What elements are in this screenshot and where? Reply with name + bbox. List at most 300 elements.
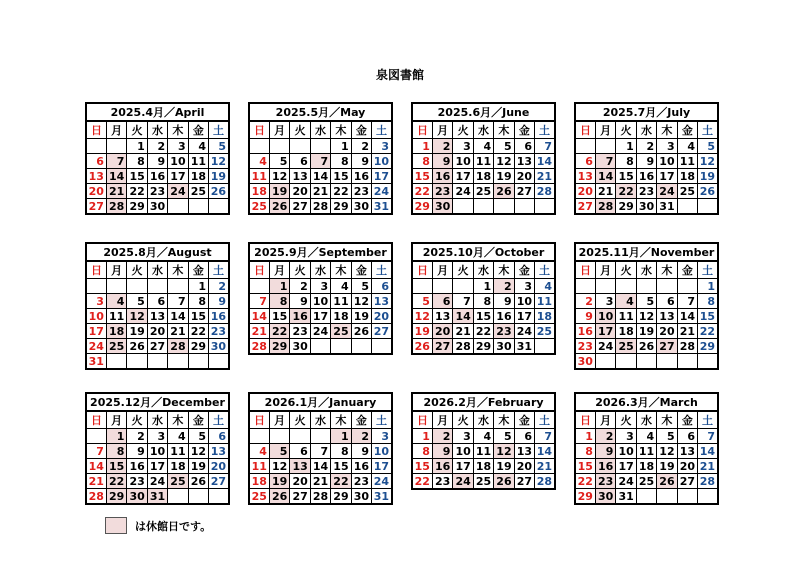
day-cell: 17 [657,169,677,184]
day-cell: 21 [698,459,718,474]
day-cell: 25 [168,474,188,489]
weekday-header: 月 [106,261,126,279]
day-cell: 19 [657,459,677,474]
weekday-header: 火 [616,411,636,429]
day-cell: 22 [331,474,351,489]
month-title: 2025.6月／June [412,103,555,121]
day-cell: 14 [310,459,330,474]
day-cell: 24 [86,339,106,354]
day-cell: 15 [188,309,208,324]
weekday-header: 月 [106,411,126,429]
empty-cell [188,354,208,370]
day-cell: 24 [310,324,330,339]
day-cell: 3 [372,139,392,154]
day-cell: 9 [147,154,167,169]
month-table [85,392,230,505]
day-cell: 23 [351,184,371,199]
day-cell: 17 [86,324,106,339]
day-cell: 26 [269,489,289,505]
day-cell: 19 [351,309,371,324]
day-cell: 9 [127,444,147,459]
weekday-header: 木 [657,411,677,429]
day-cell: 16 [351,459,371,474]
day-cell: 27 [290,489,310,505]
day-cell: 11 [616,309,636,324]
weekday-header: 木 [331,411,351,429]
day-cell: 2 [209,279,229,294]
weekday-header: 月 [269,261,289,279]
day-cell: 1 [188,279,208,294]
day-cell: 8 [106,444,126,459]
day-cell: 1 [127,139,147,154]
day-cell: 1 [331,429,351,444]
day-cell: 15 [412,169,432,184]
day-cell: 28 [535,184,555,199]
weekday-header: 土 [698,261,718,279]
closed-day-swatch [105,517,127,534]
day-cell: 13 [290,459,310,474]
weekday-header: 月 [432,121,452,139]
day-cell: 26 [494,474,514,490]
month-table [85,242,230,370]
day-cell: 5 [494,139,514,154]
weekday-header: 土 [535,261,555,279]
day-cell: 17 [595,324,615,339]
day-cell: 21 [453,324,473,339]
day-cell: 7 [535,139,555,154]
weekday-header: 土 [372,261,392,279]
day-cell: 7 [168,294,188,309]
day-cell: 20 [514,169,534,184]
day-cell: 2 [636,139,656,154]
empty-cell [209,489,229,505]
day-cell: 4 [168,429,188,444]
empty-cell [351,339,371,355]
day-cell: 8 [127,154,147,169]
weekday-header: 木 [494,261,514,279]
day-cell: 21 [168,324,188,339]
day-cell: 17 [147,459,167,474]
day-cell: 26 [127,339,147,354]
weekday-header: 土 [372,411,392,429]
day-cell: 10 [657,154,677,169]
day-cell: 10 [453,444,473,459]
day-cell: 26 [636,339,656,354]
day-cell: 23 [595,474,615,489]
day-cell: 18 [535,309,555,324]
empty-cell [698,489,718,505]
empty-cell [595,139,615,154]
day-cell: 30 [636,199,656,215]
day-cell: 12 [188,444,208,459]
day-cell: 28 [535,474,555,490]
day-cell: 29 [269,339,289,355]
day-cell: 22 [698,324,718,339]
empty-cell [147,279,167,294]
weekday-header: 日 [575,121,595,139]
empty-cell [677,279,697,294]
day-cell: 25 [535,324,555,339]
day-cell: 9 [494,294,514,309]
month-title: 2025.7月／July [575,103,718,121]
empty-cell [106,139,126,154]
day-cell: 22 [616,184,636,199]
day-cell: 14 [310,169,330,184]
weekday-header: 月 [269,121,289,139]
day-cell: 20 [86,184,106,199]
day-cell: 13 [677,444,697,459]
empty-cell [168,199,188,215]
day-cell: 6 [514,139,534,154]
day-cell: 10 [514,294,534,309]
day-cell: 13 [575,169,595,184]
day-cell: 8 [331,444,351,459]
day-cell: 16 [127,459,147,474]
weekday-header: 土 [698,411,718,429]
day-cell: 27 [147,339,167,354]
empty-cell [677,489,697,505]
weekday-header: 火 [453,121,473,139]
day-cell: 6 [209,429,229,444]
weekday-header: 水 [636,261,656,279]
month-title: 2025.8月／August [86,243,229,261]
day-cell: 5 [351,279,371,294]
day-cell: 14 [595,169,615,184]
weekday-header: 火 [127,411,147,429]
day-cell: 28 [698,474,718,489]
day-cell: 8 [698,294,718,309]
empty-cell [209,199,229,215]
empty-cell [657,489,677,505]
day-cell: 23 [432,184,452,199]
day-cell: 7 [677,294,697,309]
day-cell: 26 [351,324,371,339]
month-table [411,102,556,215]
day-cell: 20 [147,324,167,339]
day-cell: 2 [595,429,615,444]
day-cell: 12 [636,309,656,324]
month-table [411,242,556,355]
empty-cell [616,354,636,370]
day-cell: 4 [188,139,208,154]
day-cell: 5 [494,429,514,444]
weekday-header: 金 [514,411,534,429]
day-cell: 20 [290,184,310,199]
day-cell: 21 [86,474,106,489]
day-cell: 27 [657,339,677,354]
day-cell: 23 [351,474,371,489]
weekday-header: 火 [127,121,147,139]
month-calendar [248,242,393,355]
month-calendar [248,392,393,505]
day-cell: 7 [453,294,473,309]
day-cell: 4 [473,139,493,154]
day-cell: 23 [432,474,452,490]
weekday-header: 日 [249,261,269,279]
day-cell: 16 [432,169,452,184]
day-cell: 21 [310,184,330,199]
day-cell: 10 [147,444,167,459]
day-cell: 5 [698,139,718,154]
day-cell: 16 [290,309,310,324]
month-calendar [248,102,393,215]
day-cell: 12 [494,154,514,169]
day-cell: 27 [86,199,106,215]
day-cell: 25 [249,199,269,215]
day-cell: 11 [331,294,351,309]
day-cell: 3 [595,294,615,309]
empty-cell [127,279,147,294]
month-title: 2025.9月／September [249,243,392,261]
month-table [574,102,719,215]
weekday-header: 金 [188,121,208,139]
day-cell: 10 [453,154,473,169]
weekday-header: 金 [514,261,534,279]
day-cell: 4 [106,294,126,309]
day-cell: 26 [657,474,677,489]
empty-cell [310,429,330,444]
day-cell: 20 [575,184,595,199]
day-cell: 19 [698,169,718,184]
empty-cell [636,489,656,505]
month-table [411,392,556,490]
day-cell: 29 [331,199,351,215]
weekday-header: 日 [86,261,106,279]
day-cell: 9 [290,294,310,309]
day-cell: 14 [698,444,718,459]
day-cell: 24 [453,474,473,490]
weekday-header: 月 [106,121,126,139]
day-cell: 6 [657,294,677,309]
day-cell: 22 [412,474,432,490]
day-cell: 17 [453,459,473,474]
day-cell: 31 [514,339,534,355]
empty-cell [575,139,595,154]
day-cell: 12 [269,459,289,474]
month-title: 2026.2月／February [412,393,555,411]
day-cell: 21 [106,184,126,199]
day-cell: 5 [636,294,656,309]
day-cell: 18 [616,324,636,339]
day-cell: 3 [453,139,473,154]
day-cell: 18 [168,459,188,474]
empty-cell [249,429,269,444]
month-table [574,392,719,505]
month-title: 2025.4月／April [86,103,229,121]
weekday-header: 日 [575,411,595,429]
day-cell: 28 [310,489,330,505]
weekday-header: 日 [575,261,595,279]
weekday-header: 日 [412,411,432,429]
day-cell: 24 [453,184,473,199]
day-cell: 30 [494,339,514,355]
day-cell: 16 [432,459,452,474]
day-cell: 29 [698,339,718,354]
day-cell: 6 [677,429,697,444]
weekday-header: 金 [351,411,371,429]
day-cell: 1 [575,429,595,444]
day-cell: 5 [412,294,432,309]
empty-cell [494,199,514,215]
weekday-header: 木 [657,121,677,139]
day-cell: 11 [249,459,269,474]
day-cell: 14 [106,169,126,184]
day-cell: 15 [331,459,351,474]
day-cell: 28 [249,339,269,355]
empty-cell [677,199,697,215]
day-cell: 7 [698,429,718,444]
day-cell: 27 [514,474,534,490]
empty-cell [86,279,106,294]
month-table [248,242,393,355]
empty-cell [657,279,677,294]
day-cell: 25 [249,489,269,505]
day-cell: 5 [127,294,147,309]
empty-cell [453,279,473,294]
day-cell: 11 [106,309,126,324]
day-cell: 9 [351,444,371,459]
day-cell: 12 [209,154,229,169]
day-cell: 12 [269,169,289,184]
month-calendar [574,392,719,505]
day-cell: 19 [188,459,208,474]
day-cell: 30 [351,199,371,215]
day-cell: 16 [351,169,371,184]
day-cell: 24 [372,474,392,489]
day-cell: 31 [86,354,106,370]
empty-cell [595,279,615,294]
empty-cell [209,354,229,370]
day-cell: 22 [269,324,289,339]
day-cell: 1 [269,279,289,294]
day-cell: 23 [209,324,229,339]
day-cell: 25 [616,339,636,354]
empty-cell [290,429,310,444]
empty-cell [514,199,534,215]
day-cell: 16 [147,169,167,184]
day-cell: 1 [616,139,636,154]
day-cell: 28 [453,339,473,355]
day-cell: 30 [595,489,615,505]
day-cell: 6 [290,444,310,459]
day-cell: 1 [106,429,126,444]
day-cell: 10 [372,444,392,459]
day-cell: 30 [575,354,595,370]
day-cell: 11 [677,154,697,169]
empty-cell [86,139,106,154]
day-cell: 29 [412,199,432,215]
empty-cell [677,354,697,370]
weekday-header: 土 [535,121,555,139]
day-cell: 14 [86,459,106,474]
weekday-header: 土 [209,411,229,429]
day-cell: 17 [616,459,636,474]
month-title: 2025.10月／October [412,243,555,261]
day-cell: 26 [209,184,229,199]
day-cell: 4 [473,429,493,444]
empty-cell [249,139,269,154]
weekday-header: 火 [290,261,310,279]
day-cell: 11 [168,444,188,459]
weekday-header: 土 [698,121,718,139]
day-cell: 30 [351,489,371,505]
month-title: 2025.12月／December [86,393,229,411]
day-cell: 5 [657,429,677,444]
month-title: 2026.1月／January [249,393,392,411]
weekday-header: 木 [494,411,514,429]
month-calendar [85,242,230,370]
day-cell: 23 [575,339,595,354]
weekday-header: 水 [147,121,167,139]
day-cell: 2 [351,429,371,444]
day-cell: 16 [209,309,229,324]
day-cell: 30 [432,199,452,215]
day-cell: 24 [514,324,534,339]
day-cell: 28 [310,199,330,215]
day-cell: 17 [310,309,330,324]
day-cell: 3 [86,294,106,309]
empty-cell [168,354,188,370]
day-cell: 12 [351,294,371,309]
day-cell: 22 [412,184,432,199]
day-cell: 16 [575,324,595,339]
weekday-header: 木 [168,261,188,279]
weekday-header: 火 [453,411,473,429]
day-cell: 1 [412,429,432,444]
day-cell: 2 [575,294,595,309]
day-cell: 26 [494,184,514,199]
day-cell: 27 [677,474,697,489]
weekday-header: 水 [473,121,493,139]
day-cell: 11 [188,154,208,169]
day-cell: 28 [86,489,106,505]
day-cell: 8 [575,444,595,459]
day-cell: 28 [106,199,126,215]
day-cell: 31 [372,489,392,505]
weekday-header: 水 [310,411,330,429]
day-cell: 13 [86,169,106,184]
day-cell: 18 [106,324,126,339]
weekday-header: 月 [432,411,452,429]
month-calendar [574,242,719,370]
weekday-header: 木 [331,261,351,279]
day-cell: 4 [535,279,555,294]
month-calendar [411,242,556,355]
day-cell: 29 [473,339,493,355]
legend-text: は休館日です。 [135,520,212,533]
day-cell: 12 [657,444,677,459]
weekday-header: 金 [351,121,371,139]
day-cell: 13 [514,154,534,169]
day-cell: 18 [188,169,208,184]
day-cell: 1 [473,279,493,294]
day-cell: 27 [209,474,229,489]
empty-cell [249,279,269,294]
day-cell: 19 [209,169,229,184]
day-cell: 3 [372,429,392,444]
day-cell: 31 [147,489,167,505]
day-cell: 3 [147,429,167,444]
day-cell: 24 [147,474,167,489]
weekday-header: 水 [473,261,493,279]
day-cell: 18 [677,169,697,184]
day-cell: 7 [310,154,330,169]
day-cell: 3 [168,139,188,154]
empty-cell [188,199,208,215]
day-cell: 14 [535,444,555,459]
weekday-header: 火 [616,121,636,139]
day-cell: 21 [535,169,555,184]
